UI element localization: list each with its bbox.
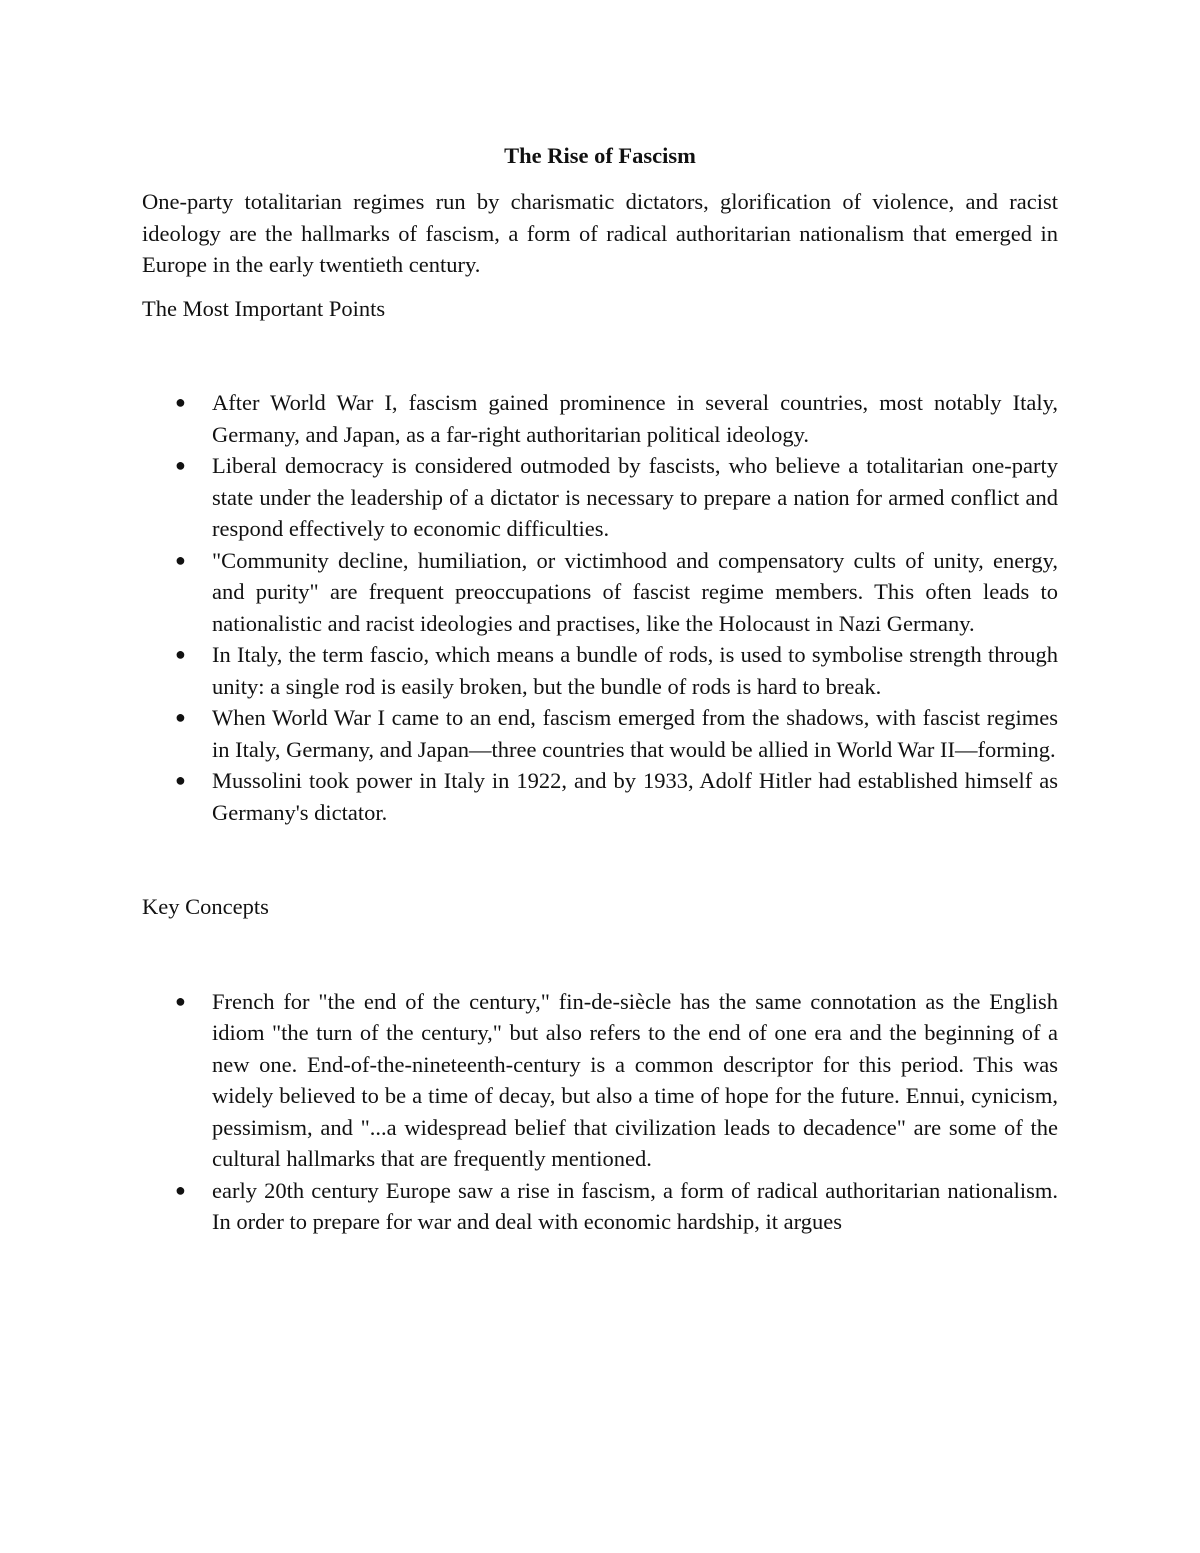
list-item-text: In Italy, the term fascio, which means a bundle of rods, is used to symbolise strength through unity: a single rod is easily broken, but the bundle of rods is hard to break. <box>212 642 1058 699</box>
bullet-icon: ● <box>175 644 186 664</box>
list-item-text: Mussolini took power in Italy in 1922, and by 1933, Adolf Hitler had established himself as Germany's dictator. <box>212 768 1058 825</box>
list-item <box>175 387 1058 450</box>
bullet-icon: ● <box>175 455 186 475</box>
list-item-text: When World War I came to an end, fascism emerged from the shadows, with fascist regimes in Italy, Germany, and Japan—three countries that would be allied in World War II—forming. <box>212 705 1058 762</box>
bullet-icon: ● <box>175 392 186 412</box>
key-concepts-list <box>142 986 1058 1238</box>
list-item <box>175 545 1058 640</box>
bullet-icon: ● <box>175 549 186 570</box>
list-item <box>175 639 1058 702</box>
section-heading-key-concepts: Key Concepts <box>142 894 269 919</box>
list-item-text: "Community decline, humiliation, or victimhood and compensatory cults of unity, energy, and purity" are frequent preoccupations of fascist regime members. This often leads to nationalistic and racist ideologies and practises, like the Holocaust in Nazi Germany. <box>212 547 1058 636</box>
spacer <box>142 923 1058 986</box>
list-item <box>175 450 1058 545</box>
list-item-text: French for "the end of the century," fin-de-siècle has the same connotation as the English idiom "the turn of the century," but also refers to the end of one era and the beginning of a new one. End-of-the-nineteenth-century is a common descriptor for this period. This was widely believed to be a time of decay, but also a time of hope for the future. Ennui, cynicism, pessimism, and "...a widespread belief that civilization leads to decadence" are some of the cultural hallmarks that are frequently mentioned. <box>212 988 1058 1171</box>
bullet-icon: ● <box>175 1179 186 1200</box>
section-heading-important-points: The Most Important Points <box>142 295 386 321</box>
list-item-text: After World War I, fascism gained prominence in several countries, most notably Italy, Germany, and Japan, as a far-right authoritarian political ideology. <box>212 390 1058 447</box>
spacer <box>142 828 1058 891</box>
intro-paragraph: One-party totalitarian regimes run by charismatic dictators, glorification of violence, and racist ideology are the hallmarks of fascism, a form of radical authoritarian nationalism that emerged in Europe in the early twentieth century. <box>142 189 1058 277</box>
bullet-icon: ● <box>175 770 186 790</box>
bullet-icon: ● <box>175 990 186 1011</box>
important-points-list <box>142 387 1058 828</box>
list-item <box>175 1175 1058 1238</box>
list-item <box>175 702 1058 765</box>
document-title: The Rise of Fascism <box>504 143 696 168</box>
list-item-text: early 20th century Europe saw a rise in fascism, a form of radical authoritarian nationalism. In order to prepare for war and deal with economic hardship, it argues <box>212 1177 1058 1234</box>
document-page <box>142 140 1058 1238</box>
spacer <box>142 324 1058 387</box>
list-item-text: Liberal democracy is considered outmoded by fascists, who believe a totalitarian one-party state under the leadership of a dictator is necessary to prepare a nation for armed conflict and respond effectively to economic difficulties. <box>212 453 1058 541</box>
bullet-icon: ● <box>175 707 186 727</box>
list-item <box>175 765 1058 828</box>
list-item <box>175 986 1058 1175</box>
